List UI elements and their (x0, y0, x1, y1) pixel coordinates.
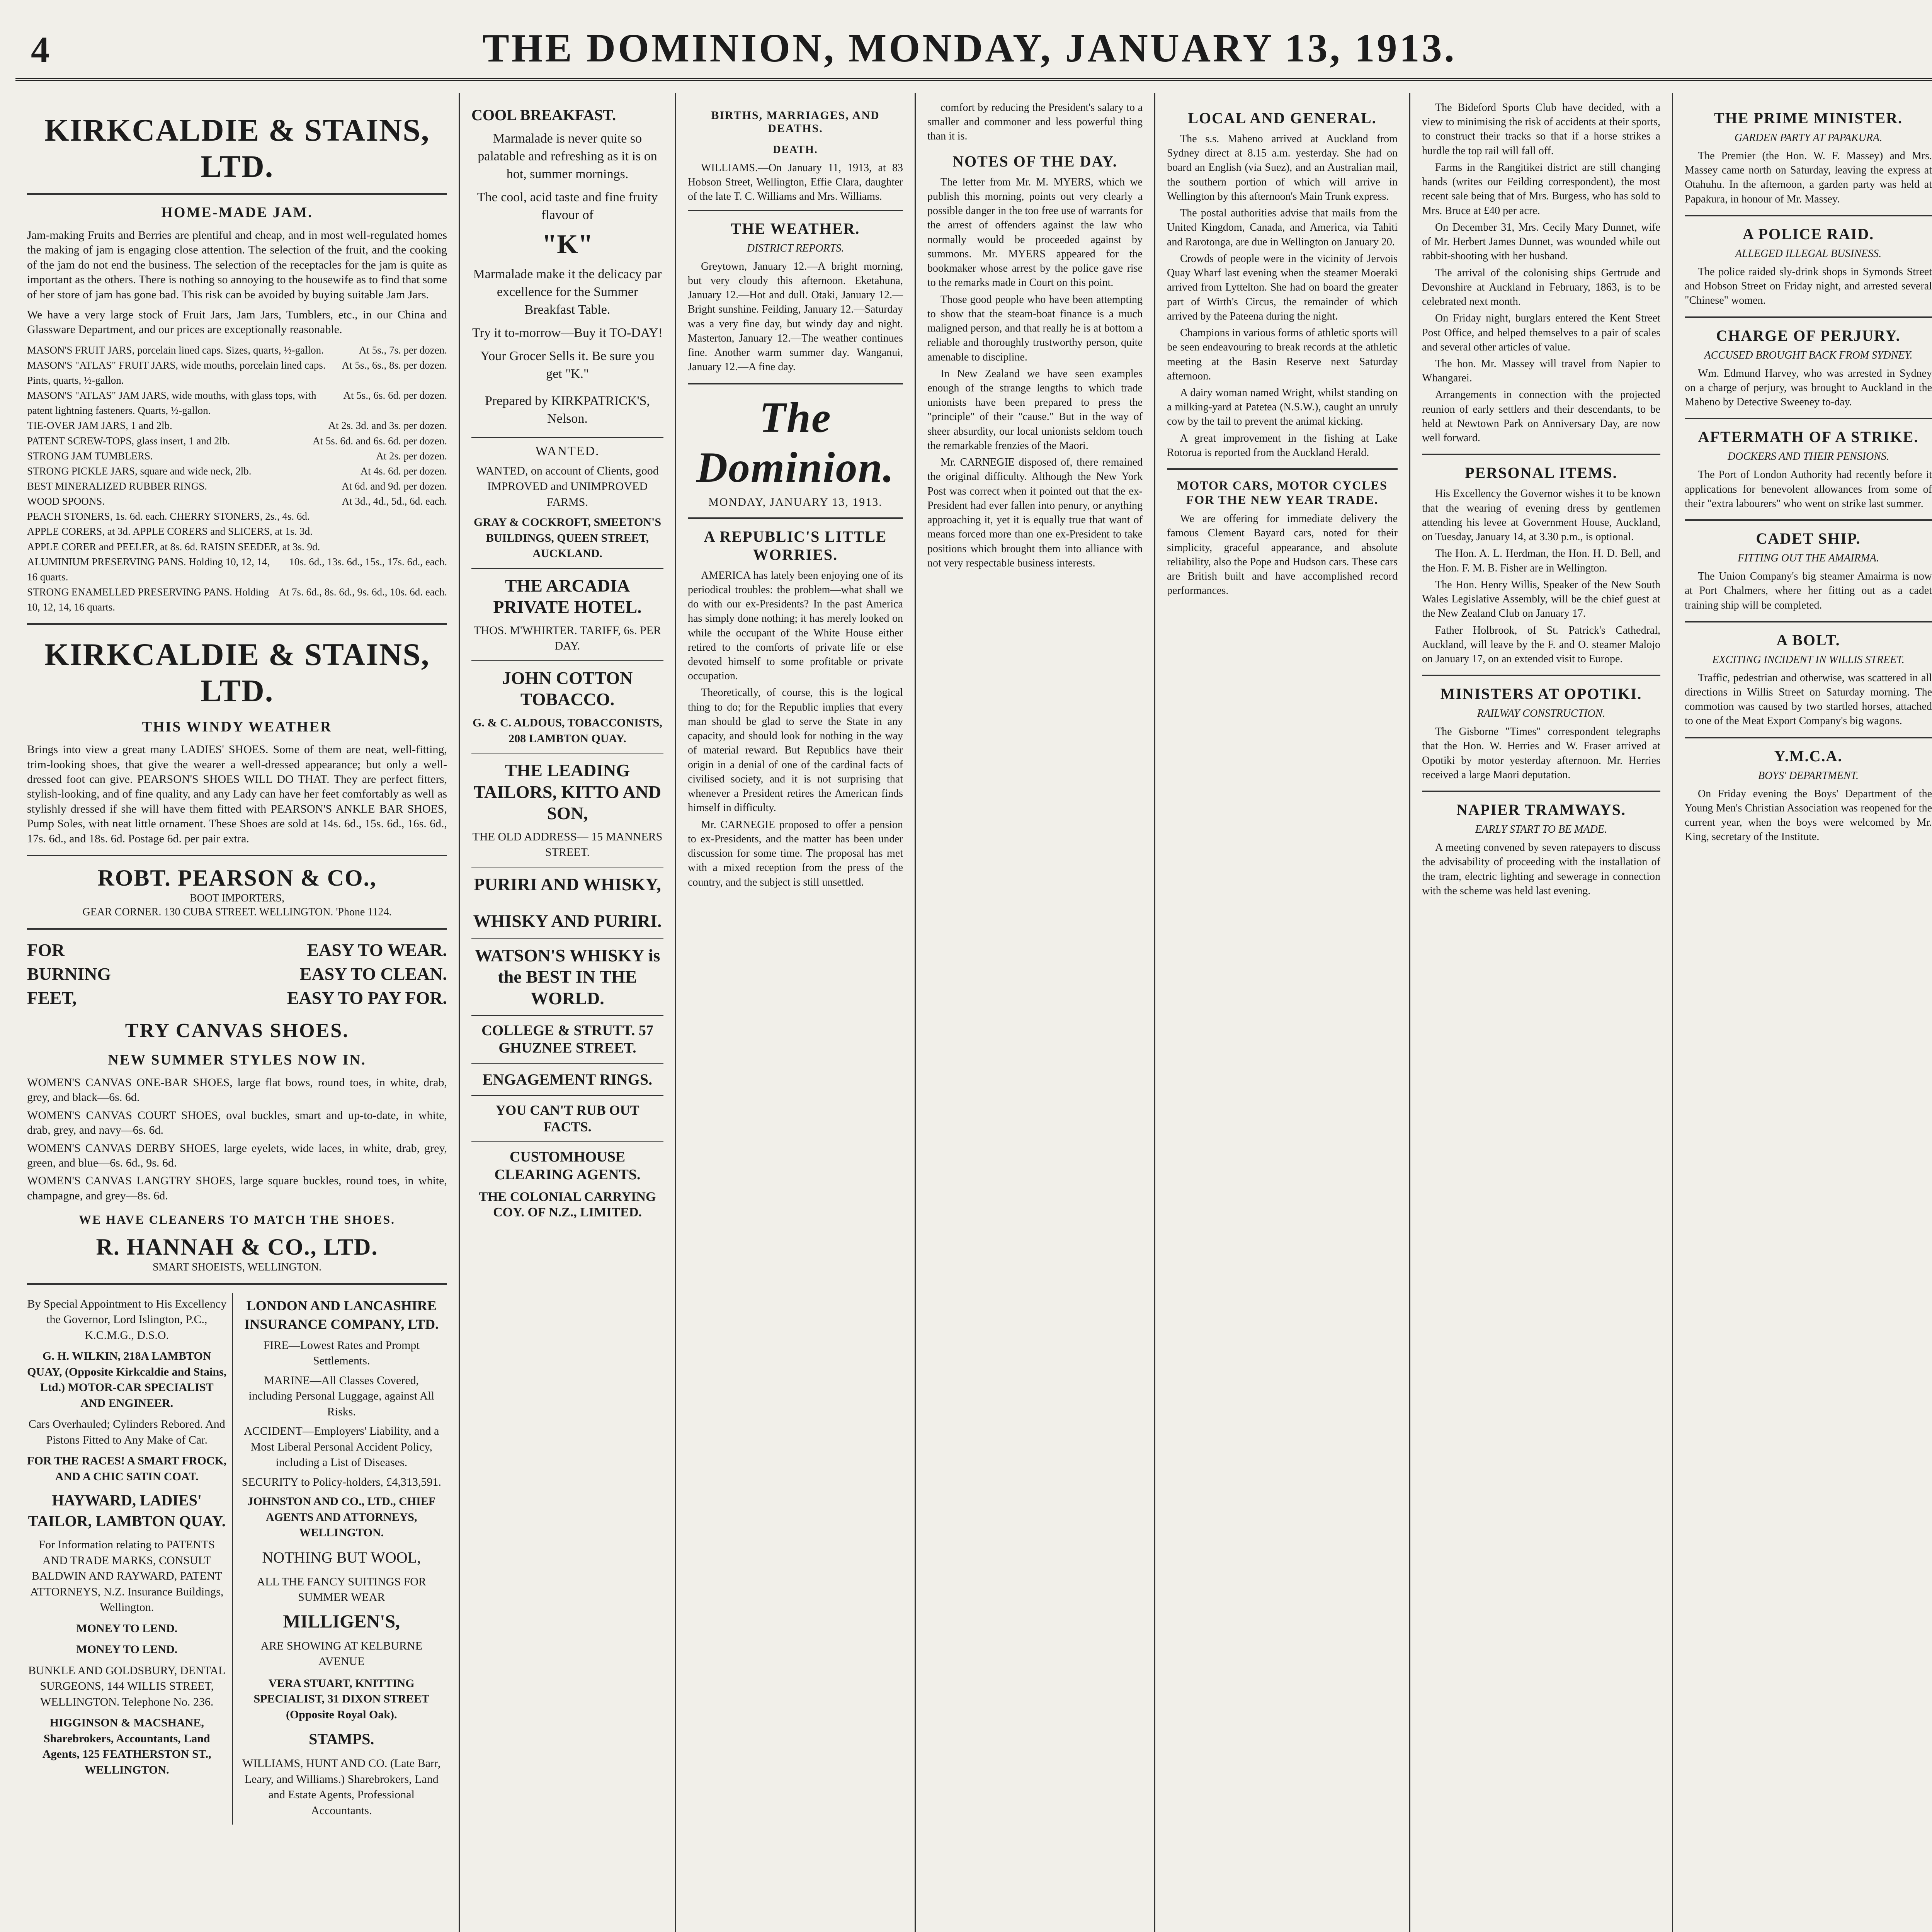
cadet-sub: FITTING OUT THE AMAIRMA. (1737, 552, 1879, 565)
ad-pearson-address: GEAR CORNER. 130 CUBA STREET. WELLINGTON. 'Phone 1124. (82, 906, 392, 918)
motor-ad-text: We are offering for immediate delivery the famous Clement Bayard cars, noted for their simplicity, graceful appearance, and absolute reliability, also the Pope and Hudson cars. These cars are British built and have accomplished record performances. (1167, 513, 1398, 597)
general-paragraph: The Bideford Sports Club have decided, with a view to minimising the risk of accidents at their sports, to construct their tracks so that if a horse strikes a hurdle the top rail will fall off. (1422, 102, 1660, 157)
ad-canvas-shoes-slogan: FOR BURNING FEET, EASY TO WEAR. EASY TO CLEAN. EASY TO PAY FOR. (27, 940, 447, 1008)
death-notice: WILLIAMS.—On January 11, 1913, at 83 Hobson Street, Wellington, Effie Clara, daughter of the late T. C. Williams and Mrs. Williams. (688, 162, 903, 203)
price-row: PEACH STONERS, 1s. 6d. each. CHERRY STONERS, 2s., 4s. 6d. (27, 510, 310, 522)
notices-heading: BIRTHS, MARRIAGES, AND DEATHS. (711, 109, 880, 135)
ad-home-made-jam-heading: HOME-MADE JAM. (161, 204, 313, 221)
ad-k-brand: "K" (542, 230, 593, 260)
ad-engagement-rings: ENGAGEMENT RINGS. (482, 1071, 653, 1088)
ad-windy-body: Brings into view a great many LADIES' SHOES. Some of them are neat, well-fitting, trim-looking shoes, that give the wearer a well-dressed appearance; but only a well-dressed foot can give. PEARSON'S SHOES WILL DO THAT. They are perfect fitters, stylish-looking, and of fine quality, and any Lady can have her feet comfortably as well as stylishly dressed if she will have them fitted with PEARSON'S ANKLE BAR SHOES, Pump Soles, with neat little ornament. These Shoes are sold at 14s. 6d., 15s. 6d., 16s. 6d., 17s. 6d., and 18s. 6d. Postage 6d. per pair extra. (27, 743, 447, 845)
general-paragraph: The arrival of the colonising ships Gertrude and Devonshire at Auckland in February, 1863, is to be celebrated next month. (1422, 267, 1660, 308)
small-ad: MONEY TO LEND. (76, 1622, 178, 1635)
general-paragraph: The hon. Mr. Massey will travel from Napier to Whangarei. (1422, 357, 1660, 384)
weather-heading: THE WEATHER. (731, 219, 860, 237)
editorial-paragraph: Mr. CARNEGIE proposed to offer a pension to ex-Presidents, and the matter has been under discussion for some time. The proposal has met with a mixed reception from the press of the country, and the subject is still unsettled. (688, 818, 903, 888)
price-row: BEST MINERALIZED RUBBER RINGS. At 6d. and 9d. per dozen. (27, 480, 447, 492)
local-paragraph: The postal authorities advise that mails from the United Kingdom, Canada, and America, via Tahiti and Rarotonga, are due in Wellington on January 20. (1167, 207, 1398, 248)
dateline: MONDAY, JANUARY 13, 1913. (708, 495, 883, 509)
price-row: APPLE CORERS, at 3d. APPLE CORERS and SLICERS, at 1s. 3d. (27, 526, 313, 537)
price-row: APPLE CORER and PEELER, at 8s. 6d. RAISIN SEEDER, at 3s. 9d. (27, 541, 320, 553)
personal-paragraph: The Hon. A. L. Herdman, the Hon. H. D. Bell, and the Hon. F. M. B. Fisher are in Wellington. (1422, 548, 1660, 574)
ministers-heading: MINISTERS AT OPOTIKI. (1440, 685, 1642, 703)
ad-hannah-sub: SMART SHOEISTS, WELLINGTON. (152, 1261, 321, 1274)
cadet-heading: CADET SHIP. (1756, 530, 1861, 548)
local-paragraph: The s.s. Maheno arrived at Auckland from Sydney direct at 8.15 a.m. yesterday. She had on board an English (via Suez), and an Australian mail, the southern portion of which will arrive in Wellington by this afternoon's Main Trunk express. (1167, 133, 1398, 202)
death-heading: DEATH. (773, 144, 818, 156)
column-editorial (676, 93, 916, 1932)
bolt-text: Traffic, pedestrian and otherwise, was scattered in all directions in Willis Street on Saturday morning. The commotion was caused by two startled horses, attached to one of the Meat Export Company's big wagons. (1685, 672, 1932, 727)
strike-text: The Port of London Authority had recently before it applications for benevolent allowances from some of their "extra labourers" who went on strike last summer. (1685, 469, 1932, 510)
general-paragraph: On December 31, Mrs. Cecily Mary Dunnet, wife of Mr. Herbert James Dunnet, was wounded while out rabbit-shooting with her husband. (1422, 221, 1660, 262)
ad-customhouse: CUSTOMHOUSE CLEARING AGENTS. (494, 1149, 641, 1183)
small-ad: By Special Appointment to His Excellency the Governor, Lord Islington, P.C., K.C.M.G., D.S.O. (27, 1297, 227, 1342)
napier-heading: NAPIER TRAMWAYS. (1456, 801, 1626, 819)
ymca-sub: BOYS' DEPARTMENT. (1758, 769, 1859, 782)
ad-kirkcaldie-title: KIRKCALDIE & STAINS, LTD. (44, 112, 430, 184)
newspaper-title: THE DOMINION, MONDAY, JANUARY 13, 1913. (482, 26, 1457, 70)
ad-kitto-address: THE OLD ADDRESS— 15 MANNERS STREET. (472, 830, 663, 859)
personal-heading: PERSONAL ITEMS. (1465, 464, 1617, 482)
editorial-paragraph: AMERICA has lately been enjoying one of its periodical troubles: the problem—what shall we do with our ex-Presidents? In the past America has simply done nothing; it has merely looked on while the occupant of the White House either retired to the comforts of private life or else devoted himself to some profitable or private occupation. (688, 569, 903, 682)
bolt-sub: EXCITING INCIDENT IN WILLIS STREET. (1712, 653, 1905, 666)
price-row: STRONG PICKLE JARS, square and wide neck, 2lb. At 4s. 6d. per dozen. (27, 465, 447, 477)
small-ads-grid (27, 1293, 447, 1825)
small-ad: STAMPS. (309, 1730, 374, 1748)
ad-marmalade-text: Your Grocer Sells it. Be sure you get "K." (480, 349, 655, 381)
column-news-right (1673, 93, 1932, 1932)
pm-heading: THE PRIME MINISTER. (1714, 109, 1903, 127)
small-ad: MONEY TO LEND. (76, 1643, 178, 1656)
perjury-heading: CHARGE OF PERJURY. (1716, 327, 1901, 344)
price-row: STRONG ENAMELLED PRESERVING PANS. Holding 10, 12, 14, 16 quarts. At 7s. 6d., 8s. 6d., 9s. 6d., 10s. 6d. each. (27, 586, 447, 613)
ad-college-strutt: COLLEGE & STRUTT. 57 GHUZNEE STREET. (481, 1022, 653, 1056)
ad-wanted-heading: WANTED. (535, 444, 600, 458)
ad-cool-breakfast: COOL BREAKFAST. (471, 106, 616, 124)
personal-paragraph: Father Holbrook, of St. Patrick's Cathedral, Auckland, will leave by the F. and O. steamer Malojo on January 17, on an extended visit to Europe. (1422, 624, 1660, 665)
general-paragraph: On Friday night, burglars entered the Kent Street Post Office, and helped themselves to a pair of scales and several other articles of value. (1422, 312, 1660, 353)
ad-shoe-item: WOMEN'S CANVAS ONE-BAR SHOES, large flat bows, round toes, in white, drab, grey, and black—6s. 6d. (27, 1076, 447, 1104)
ad-gray-cockroft: GRAY & COCKROFT, SMEETON'S BUILDINGS, QUEEN STREET, AUCKLAND. (473, 516, 662, 560)
small-ad: ALL THE FANCY SUITINGS FOR SUMMER WEAR (257, 1575, 426, 1604)
notes-paragraph: The letter from Mr. M. MYERS, which we publish this morning, points out very clearly a possible danger in the too free use of warrants for the arrest of offenders against the law who normally would be proceeded against by summons. Mr. MYERS appeared for the bookmaker whose arrest by the police gave rise to the remarks made in Court on this point. (927, 176, 1143, 289)
column-ads-left (15, 93, 460, 1932)
police-heading: A POLICE RAID. (1742, 225, 1874, 243)
personal-paragraph: His Excellency the Governor wishes it to be known that the wearing of evening dress by gentlemen attending his levee at Government House, Auckland, on Tuesday, January 14, at 3.30 p.m., is optional. (1422, 488, 1660, 543)
local-heading: LOCAL AND GENERAL. (1188, 109, 1377, 127)
small-ad: FOR THE RACES! A SMART FROCK, AND A CHIC SATIN COAT. (27, 1454, 227, 1483)
price-row: ALUMINIUM PRESERVING PANS. Holding 10, 12, 14, 16 quarts. 10s. 6d., 13s. 6d., 15s., 17s. 6d., each. (27, 556, 447, 583)
column-local (1155, 93, 1410, 1932)
notes-paragraph: Mr. CARNEGIE disposed of, there remained the original difficulty. Although the New York Post was correct when it pointed out that the ex-President had ever fallen into penury, or anything approaching it, yet it is equally true that want of means forced more than one ex-President to take positions which brought them into alliance with not very respectable business interests. (927, 456, 1143, 569)
motor-ad-heading: MOTOR CARS, MOTOR CYCLES FOR THE NEW YEAR TRADE. (1177, 478, 1388, 507)
police-sub: ALLEGED ILLEGAL BUSINESS. (1735, 247, 1882, 260)
local-paragraph: A dairy woman named Wright, whilst standing on a milking-yard at Patetea (N.S.W.), caught an unruly cow by the tail to prevent the animal kicking. (1167, 386, 1398, 428)
napier-text: A meeting convened by seven ratepayers to discuss the advisability of proceeding with the installation of the tram, electric lighting and sewerage in connection with the scheme was held last evening. (1422, 842, 1660, 897)
ad-shoe-item: WOMEN'S CANVAS LANGTRY SHOES, large square buckles, round toes, in white, champagne, and grey—8s. 6d. (27, 1174, 447, 1202)
editorial-continued: comfort by reducing the President's salary to a smaller and commoner and less powerful thing than it is. (927, 102, 1143, 143)
editorial-heading: A REPUBLIC'S LITTLE WORRIES. (704, 527, 887, 563)
ad-new-summer-styles: NEW SUMMER STYLES NOW IN. (108, 1052, 366, 1068)
price-row: MASON'S "ATLAS" JAM JARS, wide mouths, with glass tops, with patent lightning fasteners. Quarts, ½-gallon. At 5s., 6s. 6d. per dozen. (27, 389, 447, 417)
small-ad: For Information relating to PATENTS AND TRADE MARKS, CONSULT BALDWIN AND RAYWARD, PATENT ATTORNEYS, N.Z. Insurance Buildings, Wellington. (30, 1538, 224, 1614)
ymca-text: On Friday evening the Boys' Department of the Young Men's Christian Association was reopened for the current year, when the boys were welcomed by Mr. King, secretary of the Institute. (1685, 787, 1932, 843)
ad-jam-body-2: We have a very large stock of Fruit Jars, Jam Jars, Tumblers, etc., in our China and Glassware Department, and our prices are exceptionally reasonable. (27, 308, 447, 336)
ad-cleaners: WE HAVE CLEANERS TO MATCH THE SHOES. (78, 1213, 395, 1227)
ymca-heading: Y.M.C.A. (1774, 747, 1843, 765)
small-ad: HAYWARD, LADIES' TAILOR, LAMBTON QUAY. (28, 1492, 226, 1530)
editorial-paragraph: Theoretically, of course, this is the logical thing to do; for the Republic implies that every man should be glad to serve the State in any capacity, and should look for nothing in the way of material reward. But Republics have their origin in a denial of one of the cardinal facts of civilised society, and it is not surprising that whenever a President retires the American finds himself in difficulty. (688, 687, 903, 814)
weather-sub: DISTRICT REPORTS. (747, 242, 844, 254)
small-ad: WILLIAMS, HUNT AND CO. (Late Barr, Leary, and Williams.) Sharebrokers, Land and Estate Agents, Professional Accountants. (242, 1757, 441, 1817)
ad-facts: YOU CAN'T RUB OUT FACTS. (495, 1102, 639, 1135)
ad-wanted-text: WANTED, on account of Clients, good IMPROVED and UNIMPROVED FARMS. (476, 464, 659, 509)
ad-marmalade-text: The cool, acid taste and fine fruity flavour of (477, 190, 658, 222)
small-ad: HIGGINSON & MACSHANE, Sharebrokers, Accountants, Land Agents, 125 FEATHERSTON ST., WELLINGTON. (42, 1716, 211, 1776)
ad-marmalade-text: Marmalade is never quite so palatable and refreshing as it is on hot, summer mornings. (478, 131, 657, 181)
column-personal (1410, 93, 1673, 1932)
ad-windy-weather-heading: THIS WINDY WEATHER (142, 719, 332, 735)
police-text: The police raided sly-drink shops in Symonds Street and Hobson Street on Friday night, and arrested several "Chinese" women. (1685, 265, 1932, 307)
column-notes (916, 93, 1155, 1932)
page-number: 4 (31, 29, 49, 70)
price-row: STRONG JAM TUMBLERS. At 2s. per dozen. (27, 450, 447, 462)
ad-kitto: THE LEADING TAILORS, KITTO AND SON, (473, 760, 662, 823)
ministers-text: The Gisborne "Times" correspondent telegraphs that the Hon. W. Herries and W. Fraser arrived at Opotiki by motor yesterday afternoon. Mr. Herries received a large Maori deputation. (1422, 726, 1660, 781)
ad-arcadia-hotel: THE ARCADIA PRIVATE HOTEL. (493, 575, 642, 617)
price-row: PATENT SCREW-TOPS, glass insert, 1 and 2lb. At 5s. 6d. and 6s. 6d. per dozen. (27, 435, 447, 447)
small-ad: LONDON AND LANCASHIRE INSURANCE COMPANY, LTD. (244, 1298, 439, 1332)
small-ads-left (27, 1293, 233, 1825)
small-ad: NOTHING BUT WOOL, (262, 1548, 421, 1566)
small-ad: SECURITY to Policy-holders, £4,313,591. (242, 1475, 441, 1488)
ad-pearson-name: ROBT. PEARSON & CO., (97, 865, 377, 891)
ad-john-cotton: JOHN COTTON TOBACCO. (502, 668, 633, 709)
ad-kirkcaldie-title-2: KIRKCALDIE & STAINS, LTD. (44, 637, 430, 709)
strike-sub: DOCKERS AND THEIR PENSIONS. (1728, 451, 1889, 463)
pm-text: The Premier (the Hon. W. F. Massey) and Mrs. Massey came north on Saturday, leaving the express at Otahuhu. In the afternoon, a garden party was held at Papakura, in honour of Mr. Massey. (1685, 150, 1932, 205)
general-paragraph: Arrangements in connection with the projected reunion of early settlers and their descendants, to be held at Newtown Park on Anniversary Day, are now well forward. (1422, 389, 1660, 444)
napier-sub: EARLY START TO BE MADE. (1475, 823, 1607, 836)
price-row: TIE-OVER JAM JARS, 1 and 2lb. At 2s. 3d. and 3s. per dozen. (27, 420, 447, 432)
small-ad: G. H. WILKIN, 218A LAMBTON QUAY, (Opposite Kirkcaldie and Stains, Ltd.) MOTOR-CAR SPECIALIST AND ENGINEER. (27, 1350, 227, 1410)
column-ads-narrow (460, 93, 676, 1932)
notes-heading: NOTES OF THE DAY. (952, 152, 1117, 170)
ad-kirkpatrick: Prepared by KIRKPATRICK'S, Nelson. (485, 393, 650, 426)
small-ad: ARE SHOWING AT KELBURNE AVENUE (260, 1639, 423, 1668)
small-ad: FIRE—Lowest Rates and Prompt Settlements. (263, 1338, 420, 1367)
local-paragraph: Champions in various forms of athletic sports will be seen endeavouring to break records at the athletic meeting at the Basin Reserve next Saturday afternoon. (1167, 327, 1398, 382)
ministers-sub: RAILWAY CONSTRUCTION. (1477, 707, 1605, 720)
strike-heading: AFTERMATH OF A STRIKE. (1698, 428, 1919, 446)
ad-try-canvas-shoes: TRY CANVAS SHOES. (125, 1020, 349, 1042)
ad-marmalade-text: Try it to-morrow—Buy it TO-DAY! (472, 326, 663, 340)
pm-sub: GARDEN PARTY AT PAPAKURA. (1734, 132, 1883, 144)
dominion-flag: The Dominion. (696, 393, 895, 492)
ad-marmalade-text: Marmalade make it the delicacy par excellence for the Summer Breakfast Table. (473, 267, 662, 317)
ad-colonial-carrying: THE COLONIAL CARRYING COY. OF N.Z., LIMITED. (479, 1189, 656, 1220)
small-ad: BUNKLE AND GOLDSBURY, DENTAL SURGEONS, 144 WILLIS STREET, WELLINGTON. Telephone No. 236. (28, 1664, 226, 1708)
bolt-heading: A BOLT. (1776, 631, 1840, 649)
general-paragraph: Farms in the Rangitikei district are still changing hands (writes our Feilding correspondent), the most recent sale being that of Mrs. Burgess, who has sold to Mrs. Bruce at £40 per acre. (1422, 161, 1660, 217)
cadet-text: The Union Company's big steamer Amairma is now at Port Chalmers, where her fitting out as a cadet training ship will be completed. (1685, 570, 1932, 611)
ad-shoe-item: WOMEN'S CANVAS COURT SHOES, oval buckles, smart and up-to-date, in white, drab, grey, and navy—6s. 6d. (27, 1109, 447, 1137)
masthead (15, 15, 1932, 81)
local-paragraph: Crowds of people were in the vicinity of Jervois Quay Wharf last evening when the steamer Moeraki arrived from Lyttelton. She had on board the greater part of Wirth's Circus, the remainder of which arrived by the Pateena during the night. (1167, 252, 1398, 322)
newspaper-columns (15, 93, 1932, 1932)
small-ad: VERA STUART, KNITTING SPECIALIST, 31 DIXON STREET (Opposite Royal Oak). (253, 1677, 430, 1721)
price-row: WOOD SPOONS. At 3d., 4d., 5d., 6d. each. (27, 495, 447, 507)
perjury-sub: ACCUSED BROUGHT BACK FROM SYDNEY. (1704, 349, 1913, 361)
ad-puriri: PURIRI AND WHISKY, (474, 874, 661, 894)
small-ad: JOHNSTON AND CO., LTD., CHIEF AGENTS AND ATTORNEYS, WELLINGTON. (247, 1495, 436, 1539)
ad-pearson-sub: BOOT IMPORTERS, (189, 892, 285, 904)
weather-text: Greytown, January 12.—A bright morning, but very cloudy this afternoon. Eketahuna, January 12.—Hot and dull. Otaki, January 12.—Bright sunshine. Feilding, January 12.—Saturday was a very fine day, but windy day and night. Masterton, January 12.—The weather continues fine. Another warm summer day. Wanganui, January 12.—A fine day. (688, 260, 903, 373)
perjury-text: Wm. Edmund Harvey, who was arrested in Sydney on a charge of perjury, was brought to Auckland in the Maheno by Detective Sweeney to-day. (1685, 367, 1932, 408)
ad-arcadia-text: THOS. M'WHIRTER. TARIFF, 6s. PER DAY. (474, 624, 661, 653)
ad-hannah-name: R. HANNAH & CO., LTD. (96, 1234, 378, 1260)
ad-whisky-puriri: WHISKY AND PURIRI. (473, 911, 662, 931)
small-ads-right (242, 1293, 447, 1825)
small-ad: Cars Overhauled; Cylinders Rebored. And Pistons Fitted to Any Make of Car. (28, 1418, 225, 1446)
ad-watsons-whisky: WATSON'S WHISKY is the BEST IN THE WORLD. (474, 946, 660, 1008)
small-ad: MARINE—All Classes Covered, including Personal Luggage, against All Risks. (248, 1374, 435, 1418)
small-ad: ACCIDENT—Employers' Liability, and a Most Liberal Personal Accident Policy, including a List of Diseases. (244, 1425, 439, 1469)
small-ad: MILLIGEN'S, (283, 1611, 400, 1632)
price-row: MASON'S FRUIT JARS, porcelain lined caps. Sizes, quarts, ½-gallon. At 5s., 7s. per dozen. (27, 344, 447, 356)
ad-shoe-item: WOMEN'S CANVAS DERBY SHOES, large eyelets, wide laces, in white, drab, grey, green, and blue—6s. 6d., 9s. 6d. (27, 1141, 447, 1170)
local-paragraph: A great improvement in the fishing at Lake Rotorua is reported from the Auckland Herald. (1167, 432, 1398, 459)
ad-aldous: G. & C. ALDOUS, TOBACCONISTS, 208 LAMBTON QUAY. (473, 716, 662, 745)
notes-paragraph: Those good people who have been attempting to show that the steam-boat finance is a much maligned person, and that really he is at bottom a reliable and thoroughly trustworthy person, quite amenable to discipline. (927, 293, 1143, 363)
price-list (27, 343, 447, 615)
price-row: MASON'S "ATLAS" FRUIT JARS, wide mouths, porcelain lined caps. Pints, quarts, ½-gallon. At 5s., 6s., 8s. per dozen. (27, 359, 447, 386)
personal-paragraph: The Hon. Henry Willis, Speaker of the New South Wales Legislative Assembly, will be the chief guest at the New Zealand Club on January 17. (1422, 578, 1660, 620)
ad-jam-body: Jam-making Fruits and Berries are plentiful and cheap, and in most well-regulated homes the making of jam is engaging close attention. The selection of the fruit, and the cooking of the jam do not end the business. The selection of the receptacles for the jam is quite as important as the others. There is nothing so annoying to the housewife as to find that some of her store of jam has gone bad. This risk can be avoided by buying suitable Jam Jars. (27, 229, 447, 301)
notes-paragraph: In New Zealand we have seen examples enough of the strange lengths to which trade unionists have been prepared to press the "principle" of their "cause." But in the way of sheer absurdity, our local unionists seldom touch the remarkable frenzies of the Maori. (927, 367, 1143, 452)
